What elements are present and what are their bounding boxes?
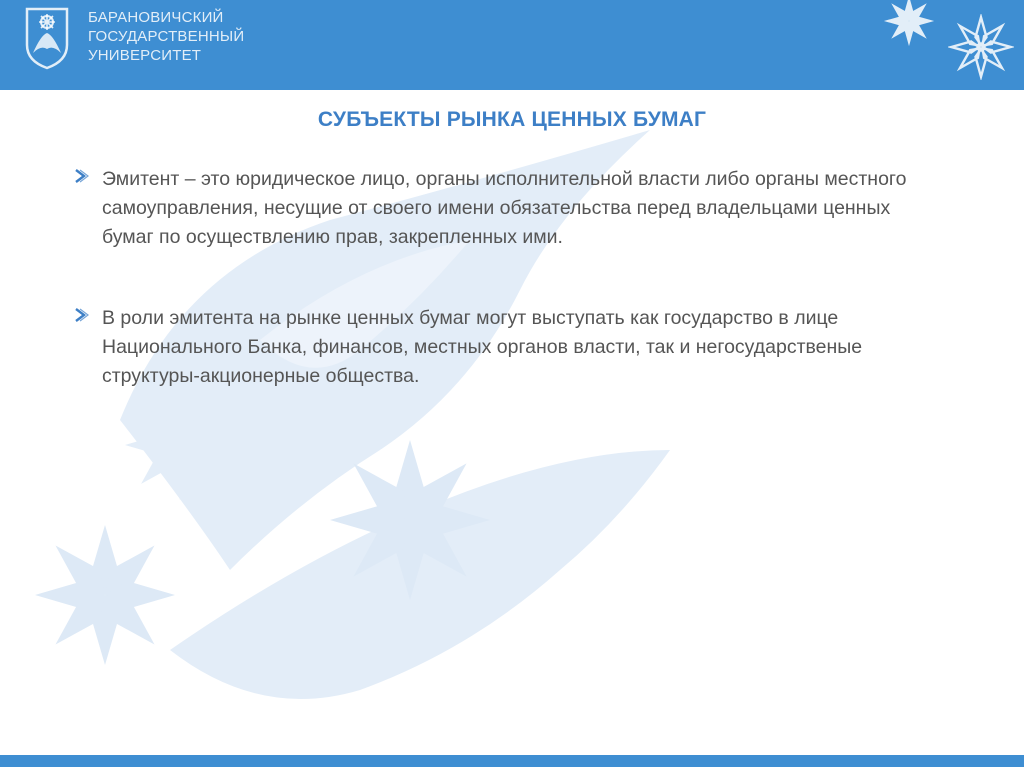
header-bar	[0, 0, 1024, 90]
arrow-bullet-icon	[74, 168, 90, 184]
university-name-line-1: БАРАНОВИЧСКИЙ	[88, 9, 224, 26]
bullet-item	[74, 304, 934, 391]
snowflake-ornament-icon	[880, 0, 938, 50]
university-name	[88, 8, 288, 65]
snowflake-ornament-icon	[948, 14, 1014, 80]
bullet-list	[74, 165, 934, 391]
university-name-line-2: ГОСУДАРСТВЕННЫЙ	[88, 28, 245, 45]
bullet-text: Эмитент – это юридическое лицо, органы исполнительной власти либо органы местного самоуправления, несущие от своего имени обязательства перед владельцами ценных бумаг по осуществлению прав, закрепленных ими.	[102, 168, 907, 248]
bullet-item	[74, 165, 934, 252]
university-name-line-3: УНИВЕРСИТЕТ	[88, 47, 202, 64]
bullet-text: В роли эмитента на рынке ценных бумаг могут выступать как государство в лице Национального Банка, финансов, местных органов власти, так и негосударственые структуры-акционерные общества.	[102, 307, 863, 387]
footer-bar	[0, 755, 1024, 767]
slide-title: СУБЪЕКТЫ РЫНКА ЦЕННЫХ БУМАГ	[317, 108, 707, 131]
university-logo-icon	[21, 5, 73, 71]
arrow-bullet-icon	[74, 307, 90, 323]
